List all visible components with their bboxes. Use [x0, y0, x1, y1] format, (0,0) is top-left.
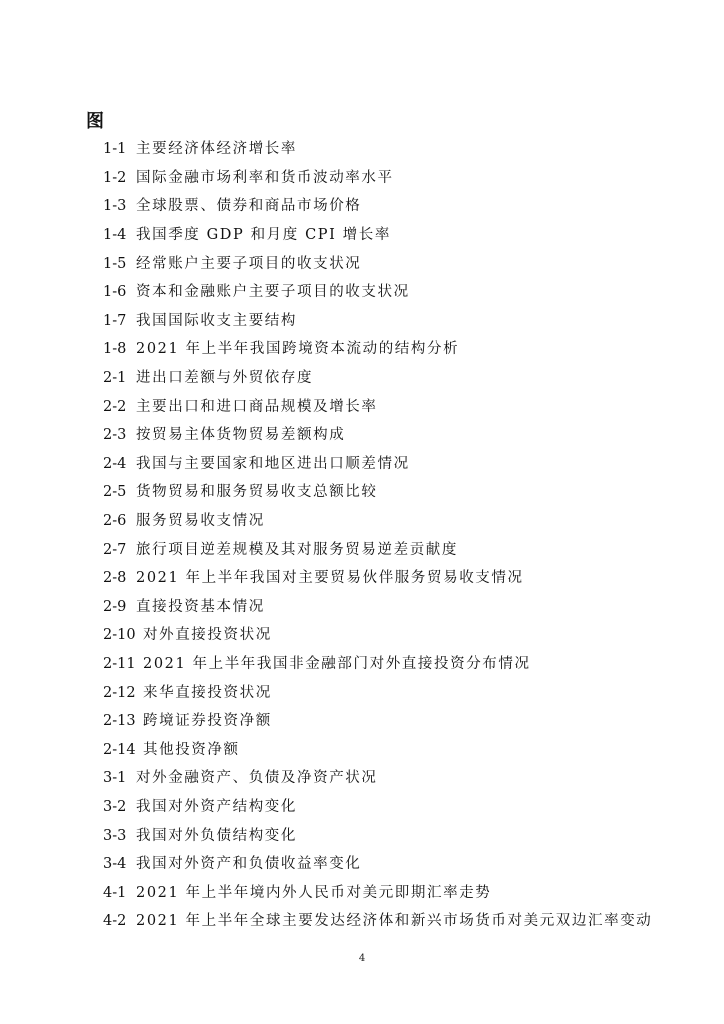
- figure-title: 我国季度 GDP 和月度 CPI 增长率: [136, 227, 391, 244]
- figure-title: 2021 年上半年全球主要发达经济体和新兴市场货币对美元双边汇率变动: [136, 913, 653, 930]
- figure-title: 2021 年上半年境内外人民币对美元即期汇率走势: [136, 884, 492, 901]
- list-item: [103, 135, 703, 164]
- figure-number: 2-3: [103, 427, 127, 444]
- figure-title: 主要经济体经济增长率: [136, 141, 297, 158]
- list-item: [103, 421, 703, 450]
- list-item: [103, 164, 703, 193]
- figure-title: 国际金融市场利率和货币波动率水平: [136, 169, 394, 186]
- figure-title: 全球股票、债券和商品市场价格: [136, 198, 362, 215]
- figure-number: 2-1: [103, 370, 127, 387]
- figure-number: 1-6: [103, 284, 127, 301]
- figure-title: 经常账户主要子项目的收支状况: [136, 255, 362, 272]
- figure-title: 2021 年上半年我国跨境资本流动的结构分析: [136, 341, 460, 358]
- figure-title: 主要出口和进口商品规模及增长率: [136, 398, 378, 415]
- figure-number: 4-1: [103, 884, 127, 901]
- list-item: [103, 564, 703, 593]
- list-item: [103, 335, 703, 364]
- figure-number: 2-14: [103, 741, 136, 758]
- figure-number: 3-1: [103, 770, 127, 787]
- figure-number: 2-7: [103, 541, 127, 558]
- figure-number: 2-2: [103, 398, 127, 415]
- figure-title: 来华直接投资状况: [143, 684, 272, 701]
- figure-number: 2-10: [103, 627, 136, 644]
- list-item: [103, 392, 703, 421]
- figure-title: 资本和金融账户主要子项目的收支状况: [136, 284, 410, 301]
- figure-title: 直接投资基本情况: [136, 598, 265, 615]
- figure-title: 我国对外资产结构变化: [136, 798, 297, 815]
- section-heading: 图: [86, 111, 104, 132]
- figure-number: 2-13: [103, 713, 136, 730]
- figure-title: 2021 年上半年我国对主要贸易伙伴服务贸易收支情况: [136, 570, 524, 587]
- figure-number: 2-5: [103, 484, 127, 501]
- list-item: [103, 850, 703, 879]
- list-item: [103, 764, 703, 793]
- figure-title: 我国对外负债结构变化: [136, 827, 297, 844]
- list-item: [103, 478, 703, 507]
- list-item: [103, 535, 703, 564]
- figure-number: 2-6: [103, 513, 127, 530]
- figure-number: 3-2: [103, 798, 127, 815]
- list-item: [103, 678, 703, 707]
- list-item: [103, 735, 703, 764]
- list-item: [103, 707, 703, 736]
- figure-title: 进出口差额与外贸依存度: [136, 370, 314, 387]
- list-item: [103, 907, 703, 936]
- figure-number: 2-9: [103, 598, 127, 615]
- figure-title: 其他投资净额: [143, 741, 240, 758]
- figure-number: 2-12: [103, 684, 136, 701]
- figure-title: 我国与主要国家和地区进出口顺差情况: [136, 455, 410, 472]
- figure-title: 对外直接投资状况: [143, 627, 272, 644]
- list-item: [103, 278, 703, 307]
- figure-list: [103, 135, 703, 936]
- figure-number: 2-8: [103, 570, 127, 587]
- figure-number: 3-3: [103, 827, 127, 844]
- figure-number: 1-3: [103, 198, 127, 215]
- figure-number: 3-4: [103, 856, 127, 873]
- figure-number: 1-8: [103, 341, 127, 358]
- figure-title: 旅行项目逆差规模及其对服务贸易逆差贡献度: [136, 541, 458, 558]
- list-item: [103, 364, 703, 393]
- figure-number: 2-4: [103, 455, 127, 472]
- list-item: [103, 192, 703, 221]
- figure-title: 对外金融资产、负债及净资产状况: [136, 770, 378, 787]
- list-item: [103, 450, 703, 479]
- list-item: [103, 307, 703, 336]
- figure-number: 4-2: [103, 913, 127, 930]
- figure-title: 我国国际收支主要结构: [136, 312, 297, 329]
- figure-number: 1-5: [103, 255, 127, 272]
- list-item: [103, 821, 703, 850]
- figure-number: 1-1: [103, 141, 127, 158]
- list-item: [103, 793, 703, 822]
- figure-title: 我国对外资产和负债收益率变化: [136, 856, 362, 873]
- figure-title: 按贸易主体货物贸易差额构成: [136, 427, 346, 444]
- figure-title: 跨境证券投资净额: [143, 713, 272, 730]
- figure-number: 1-4: [103, 227, 127, 244]
- figure-title: 服务贸易收支情况: [136, 513, 265, 530]
- list-item: [103, 621, 703, 650]
- figure-title: 货物贸易和服务贸易收支总额比较: [136, 484, 378, 501]
- list-item: [103, 650, 703, 679]
- figure-number: 1-2: [103, 169, 127, 186]
- list-item: [103, 593, 703, 622]
- list-item: [103, 221, 703, 250]
- figure-title: 2021 年上半年我国非金融部门对外直接投资分布情况: [143, 655, 531, 672]
- page-number: 4: [358, 953, 366, 964]
- list-item: [103, 878, 703, 907]
- figure-number: 1-7: [103, 312, 127, 329]
- list-item: [103, 507, 703, 536]
- figure-number: 2-11: [103, 655, 136, 672]
- list-item: [103, 249, 703, 278]
